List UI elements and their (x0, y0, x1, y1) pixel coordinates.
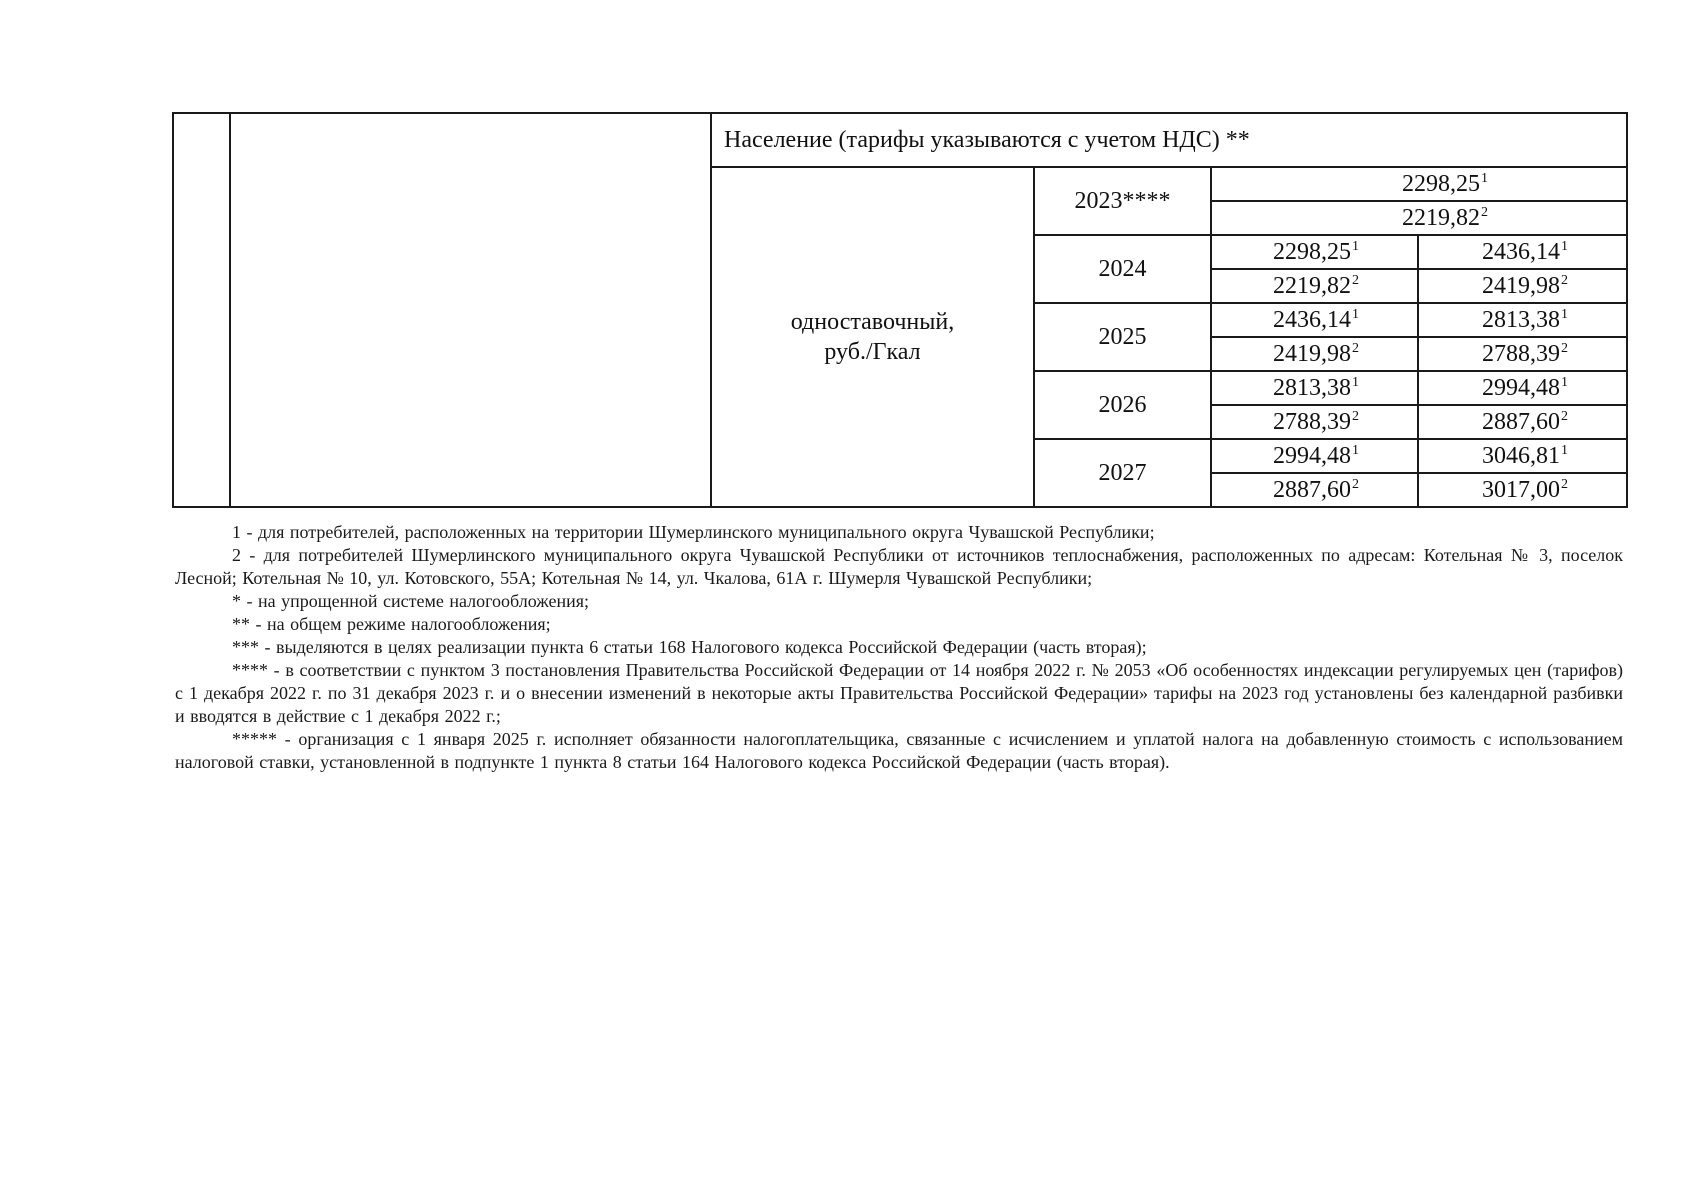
year-cell: 2027 (1034, 439, 1211, 507)
tariff-value: 2219,82$^2$ (1211, 201, 1627, 235)
blank-cell-organization (230, 113, 711, 507)
year-cell: 2026 (1034, 371, 1211, 439)
tariff-value-first-half: 2419,98$^2$ (1211, 337, 1418, 371)
tariff-value-second-half: 2994,48$^1$ (1418, 371, 1627, 405)
tariff-value-first-half: 2813,38$^1$ (1211, 371, 1418, 405)
tariff-value: 2298,25$^1$ (1211, 167, 1627, 201)
tariff-value-second-half: 2887,60$^2$ (1418, 405, 1627, 439)
year-cell: 2025 (1034, 303, 1211, 371)
blank-cell-number (173, 113, 230, 507)
tariff-value-second-half: 2436,14$^1$ (1418, 235, 1627, 269)
tariff-value-first-half: 2788,39$^2$ (1211, 405, 1418, 439)
footnote-star-3: *** - выделяются в целях реализации пункта 6 статьи 168 Налогового кодекса Российской Федерации (часть вторая); (232, 637, 1147, 657)
tariff-value-second-half: 3017,00$^2$ (1418, 473, 1627, 507)
footnote-star-1: * - на упрощенной системе налогообложения; (232, 591, 590, 611)
footnote-star-4: **** - в соответствии с пунктом 3 постановления Правительства Российской Федерации от 14 ноября 2022 г. № 2053 «Об особенностях индексации регулируемых цен (тарифов) с 1 декабря 2022 г. по 31 декабря 2023 г. и о внесении изменений в некоторые акты Правительства Российской Федерации» тарифы на 2023 год установлены без календарной разбивки и вводятся в действие с 1 декабря 2022 г.; (175, 660, 1623, 726)
tariff-value-first-half: 2219,82$^2$ (1211, 269, 1418, 303)
tariff-value-second-half: 2419,98$^2$ (1418, 269, 1627, 303)
footnote-2: 2 - для потребителей Шумерлинского муниципального округа Чувашской Республики от источников теплоснабжения, расположенных по адресам: Котельная № 3, поселок Лесной; Котельная № 10, ул. Котовского, 55А; Котельная № 14, ул. Чкалова, 61А г. Шумерля Чувашской Республики; (175, 545, 1623, 588)
year-cell: 2023**** (1034, 167, 1211, 235)
tariff-value-second-half: 2813,38$^1$ (1418, 303, 1627, 337)
footnote-star-5: ***** - организация с 1 января 2025 г. исполняет обязанности налогоплательщика, связанные с исчислением и уплатой налога на добавленную стоимость с использованием налоговой ставки, установленной в подпункте 1 пункта 8 статьи 164 Налогового кодекса Российской Федерации (часть вторая). (175, 729, 1623, 772)
group-header-population: Население (тарифы указываются с учетом НДС) ** (711, 113, 1627, 167)
rate-type-cell (711, 167, 1034, 507)
footnote-star-2: ** - на общем режиме налогообложения; (232, 614, 551, 634)
footnote-1: 1 - для потребителей, расположенных на территории Шумерлинского муниципального округа Чувашской Республики; (232, 522, 1155, 542)
tariff-value-second-half: 2788,39$^2$ (1418, 337, 1627, 371)
footnotes (175, 521, 1623, 774)
tariff-table (172, 112, 1628, 508)
tariff-value-first-half: 2994,48$^1$ (1211, 439, 1418, 473)
year-cell: 2024 (1034, 235, 1211, 303)
tariff-value-second-half: 3046,81$^1$ (1418, 439, 1627, 473)
tariff-value-first-half: 2887,60$^2$ (1211, 473, 1418, 507)
tariff-value-first-half: 2298,25$^1$ (1211, 235, 1418, 269)
rate-type-text: одноставочный, руб./Гкал (790, 309, 955, 365)
tariff-value-first-half: 2436,14$^1$ (1211, 303, 1418, 337)
